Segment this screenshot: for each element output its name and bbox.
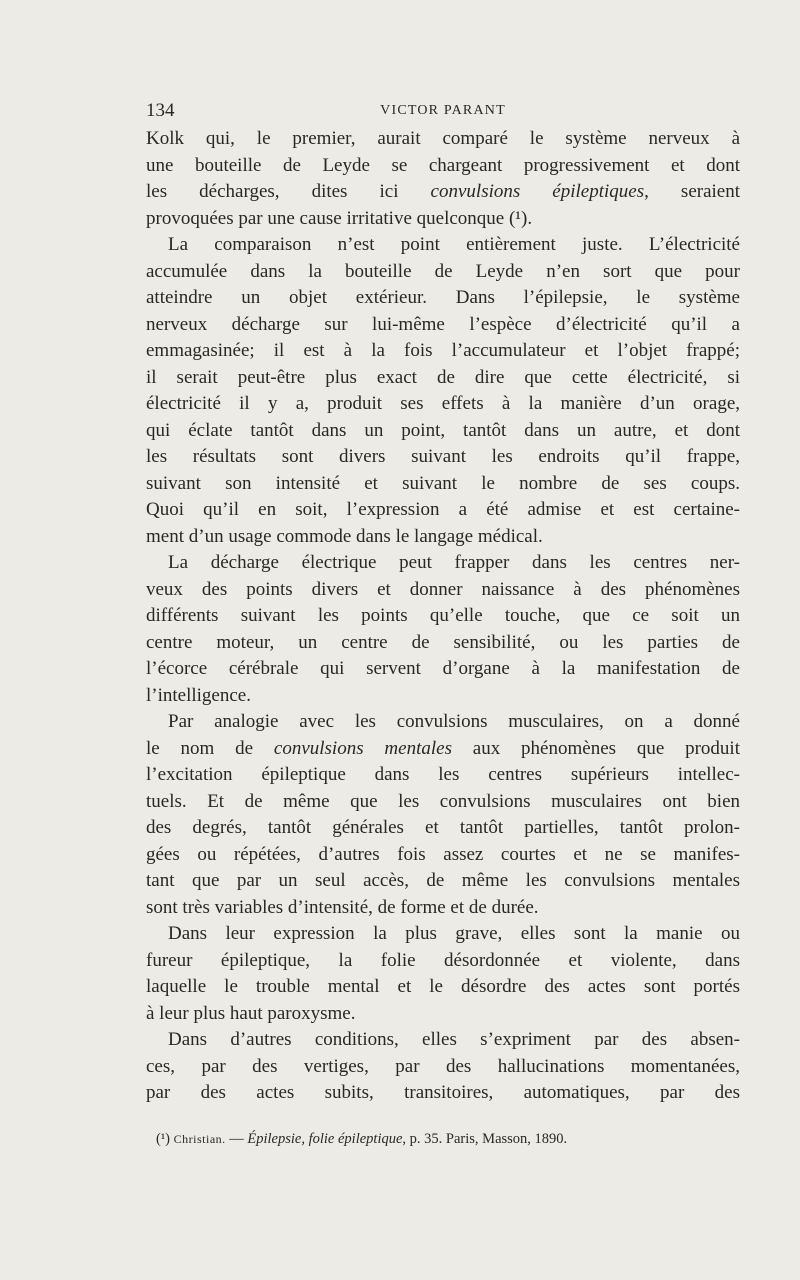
text-line: centre moteur, un centre de sensibilité, ou les parties de	[146, 631, 740, 653]
text-line: veux des points divers et donner naissance à des phénomènes	[146, 578, 740, 600]
text-line: Quoi qu’il en soit, l’expression a été admise et est certaine-	[146, 499, 740, 520]
text-line: atteindre un objet extérieur. Dans l’épilepsie, le système	[146, 287, 740, 308]
text-line: le nom de convulsions mentales aux phénomènes que produit	[146, 737, 740, 759]
text-line: fureur épileptique, la folie désordonnée et violente, dans	[146, 949, 740, 971]
text-line: différents suivant les points qu’elle touche, que ce soit un	[146, 605, 740, 626]
text-line: qui éclate tantôt dans un point, tantôt dans un autre, et dont	[146, 419, 740, 441]
text-line: La comparaison n’est point entièrement juste. L’électricité	[168, 234, 740, 255]
footnote-dash: —	[225, 1131, 248, 1147]
text-line: Dans d’autres conditions, elles s’expriment par des absen-	[168, 1029, 740, 1050]
text-line: les décharges, dites ici convulsions épileptiques, seraient	[146, 181, 741, 202]
text-line: il serait peut-être plus exact de dire que cette électricité, si	[146, 366, 740, 388]
text-line: accumulée dans la bouteille de Leyde n’en sort que pour	[146, 260, 740, 282]
running-head: VICTOR PARANT	[380, 103, 506, 118]
footnote-marker: (¹)	[156, 1131, 171, 1147]
page-header	[146, 100, 740, 124]
text-line: les résultats sont divers suivant les endroits qu’il frappe,	[146, 446, 740, 467]
text-line: tuels. Et de même que les convulsions musculaires ont bien	[146, 790, 740, 812]
footnote-rest: , p. 35. Paris, Masson, 1890.	[402, 1131, 568, 1147]
text-line: des degrés, tantôt générales et tantôt partielles, tantôt prolon-	[146, 817, 740, 838]
text-line: électricité il y a, produit ses effets à la manière d’un orage,	[146, 393, 740, 414]
text-line: Kolk qui, le premier, aurait comparé le système nerveux à	[146, 128, 740, 149]
text-line: l’excitation épileptique dans les centres supérieurs intellec-	[146, 764, 740, 785]
text-line: une bouteille de Leyde se chargeant progressivement et dont	[146, 154, 740, 176]
text-line: l’écorce cérébrale qui servent d’organe à la manifestation de	[146, 658, 740, 679]
text-line: l’intelligence.	[146, 684, 251, 706]
text-line: tant que par un seul accès, de même les convulsions mentales	[146, 870, 740, 891]
text-line: Par analogie avec les convulsions musculaires, on a donné	[168, 711, 740, 732]
text-line: La décharge électrique peut frapper dans les centres ner-	[168, 552, 740, 573]
footnote-title: Épilepsie, folie épileptique	[247, 1131, 403, 1147]
text-line: ment d’un usage commode dans le langage médical.	[146, 525, 543, 547]
text-line: provoquées par une cause irritative quelconque (¹).	[146, 207, 533, 229]
text-line: Dans leur expression la plus grave, elles sont la manie ou	[168, 923, 740, 944]
text-line: laquelle le trouble mental et le désordre des actes sont portés	[146, 976, 740, 997]
page-number: 134	[146, 100, 175, 121]
body-text	[146, 126, 740, 1107]
text-line: suivant son intensité et suivant le nombre de ses coups.	[146, 472, 740, 494]
text-line: nerveux décharge sur lui-même l’espèce d’électricité qu’il a	[146, 313, 740, 335]
text-line: ces, par des vertiges, par des hallucinations momentanées,	[146, 1055, 740, 1077]
footnote-author: Christian.	[173, 1132, 226, 1146]
text-line: sont très variables d’intensité, de forme et de durée.	[146, 896, 539, 918]
text-line: par des actes subits, transitoires, automatiques, par des	[146, 1082, 740, 1103]
footnote	[156, 1131, 740, 1148]
text-line: emmagasinée; il est à la fois l’accumulateur et l’objet frappé;	[146, 340, 740, 361]
text-line: à leur plus haut paroxysme.	[146, 1002, 356, 1024]
text-line: gées ou répétées, d’autres fois assez courtes et ne se manifes-	[146, 843, 740, 865]
